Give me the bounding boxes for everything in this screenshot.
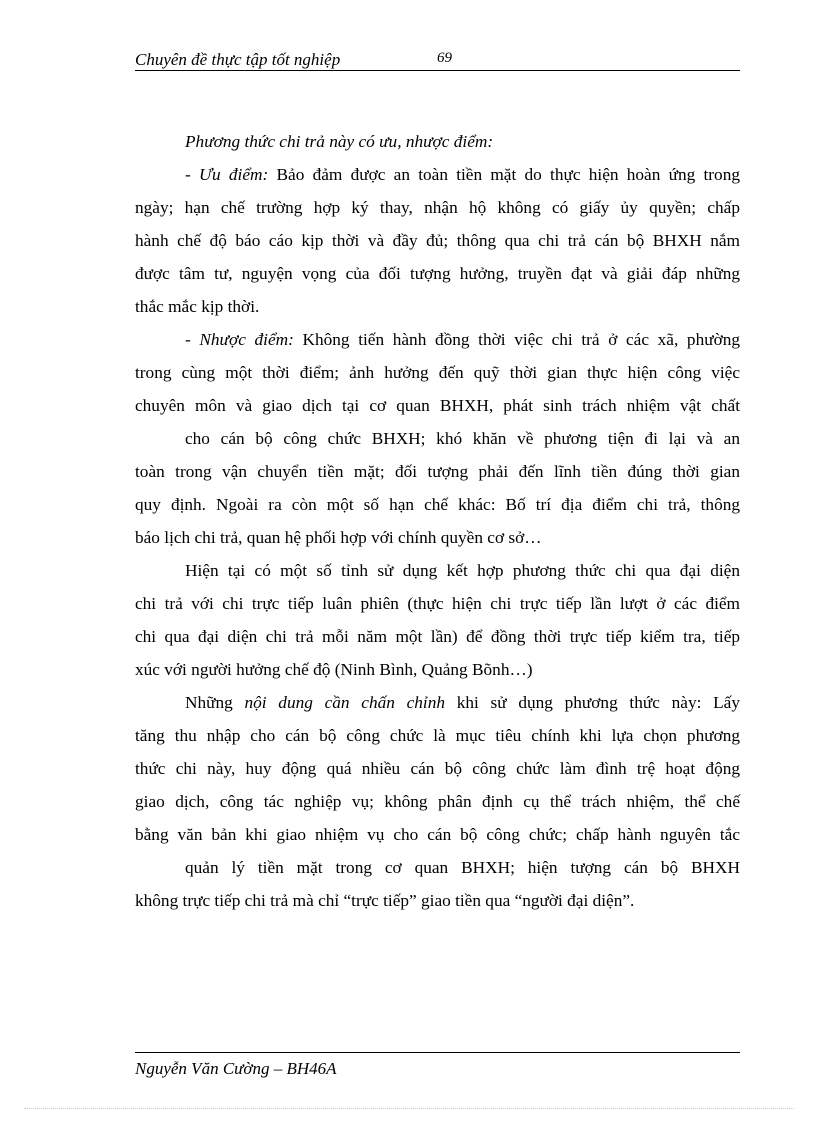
- page-bottom-divider: [24, 1108, 794, 1109]
- disadvantages-line-3: chuyên môn và giao dịch tại cơ quan BHXH, phát sinh trách nhiệm vật chất: [135, 396, 740, 415]
- paragraph-1-line-1: Phương thức chi trả này có ưu, nhược điểm:: [185, 132, 494, 151]
- paragraph-5-line-4: giao dịch, công tác nghiệp vụ; không phân định cụ thể trách nhiệm, thể chế: [135, 792, 740, 811]
- disadvantages-line-2: trong cùng một thời điểm; ảnh hưởng đến quỹ thời gian thực hiện công việc: [135, 363, 740, 382]
- disadvantages-line-6: quy định. Ngoài ra còn một số hạn chế khác: Bố trí địa điểm chi trả, thông: [135, 495, 740, 514]
- paragraph-5-line-1: Những nội dung cần chấn chỉnh khi sử dụng phương thức này: Lấy: [185, 693, 740, 712]
- paragraph-5-line-5: bằng văn bản khi giao nhiệm vụ cho cán bộ công chức; chấp hành nguyên tắc: [135, 825, 740, 844]
- disadvantages-line-5: toàn trong vận chuyển tiền mặt; đối tượng phải đến lĩnh tiền đúng thời gian: [135, 462, 740, 481]
- emphasis-text: nội dung cần chấn chỉnh: [244, 693, 445, 712]
- paragraph-4-line-3: chi qua đại diện chi trả mỗi năm một lần) để đồng thời trực tiếp kiểm tra, tiếp: [135, 627, 740, 646]
- disadvantages-line-7: báo lịch chi trả, quan hệ phối hợp với chính quyền cơ sở…: [135, 528, 542, 547]
- paragraph-5-line-7: không trực tiếp chi trả mà chỉ “trực tiếp” giao tiền qua “người đại diện”.: [135, 891, 635, 910]
- advantages-line-2: ngày; hạn chế trường hợp ký thay, nhận hộ không có giấy ủy quyền; chấp: [135, 198, 740, 217]
- disadvantages-label: - Nhược điểm:: [185, 330, 294, 349]
- advantages-line-5: thắc mắc kịp thời.: [135, 297, 260, 316]
- advantages-label: - Ưu điểm:: [185, 165, 269, 184]
- paragraph-4-line-2: chi trả với chi trực tiếp luân phiên (thực hiện chi trực tiếp lần lượt ở các điểm: [135, 594, 740, 613]
- page-footer: [135, 1052, 740, 1078]
- advantages-line-3: hành chế độ báo cáo kịp thời và đầy đủ; thông qua chi trả cán bộ BHXH nắm: [135, 231, 740, 250]
- page-header: [135, 48, 740, 71]
- paragraph-4-line-4: xúc với người hưởng chế độ (Ninh Bình, Quảng Bõnh…): [135, 660, 533, 679]
- paragraph-5-line-2: tăng thu nhập cho cán bộ công chức là mục tiêu chính khi lựa chọn phương: [135, 726, 740, 745]
- disadvantages-line-4: cho cán bộ công chức BHXH; khó khăn về phương tiện đi lại và an: [185, 429, 740, 448]
- advantages-line-4: được tâm tư, nguyện vọng của đối tượng hưởng, truyền đạt và giải đáp những: [135, 264, 740, 283]
- disadvantages-line-1: - Nhược điểm: Không tiến hành đồng thời việc chi trả ở các xã, phường: [185, 330, 740, 349]
- paragraph-5-line-3: thức chi này, huy động quá nhiều cán bộ công chức làm đình trệ hoạt động: [135, 759, 740, 778]
- paragraph-4-line-1: Hiện tại có một số tỉnh sử dụng kết hợp phương thức chi qua đại diện: [185, 561, 740, 580]
- page-number: 69: [437, 50, 452, 66]
- header-title: Chuyên đề thực tập tốt nghiệp: [135, 50, 341, 69]
- paragraph-5-line-6: quản lý tiền mặt trong cơ quan BHXH; hiện tượng cán bộ BHXH: [185, 858, 740, 877]
- footer-author: Nguyễn Văn Cường – BH46A: [135, 1059, 337, 1078]
- advantages-line-1: - Ưu điểm: Bảo đảm được an toàn tiền mặt do thực hiện hoàn ứng trong: [185, 165, 740, 184]
